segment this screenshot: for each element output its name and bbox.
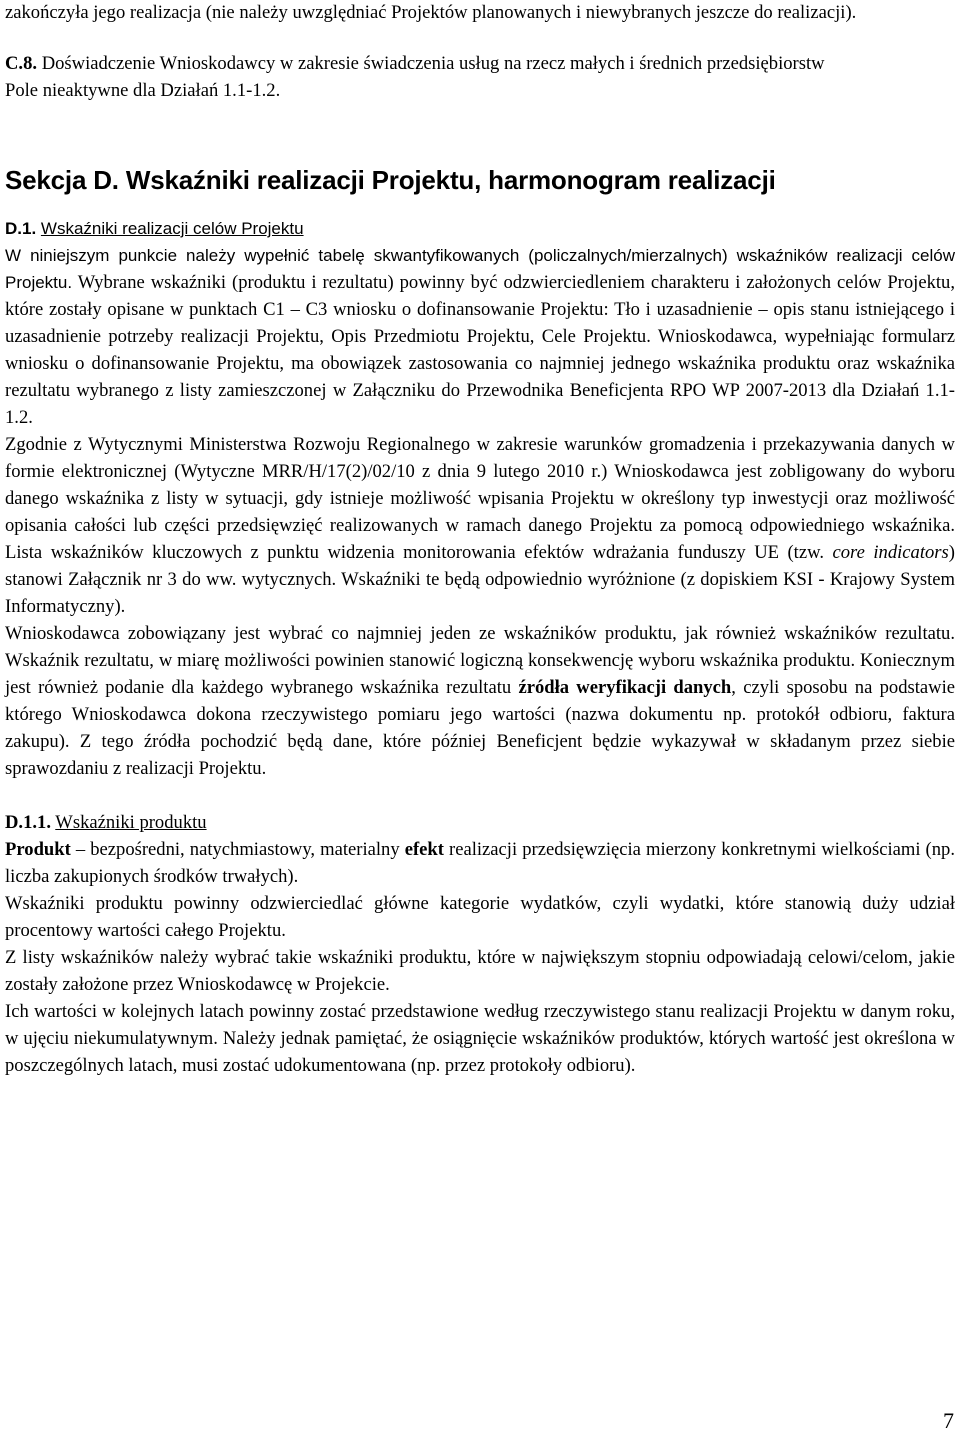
d11-paragraph-1-part-b: realizacji przedsięwzięcia mierzony konkretnymi wielkościami (np. liczba zakupionych środków trwałych). <box>5 839 955 887</box>
d1-heading <box>5 215 955 242</box>
d1-paragraph-1-lead: W niniejszym punkcie należy wypełnić tabelę skwantyfikowanych (policzalnych/mierzalnych) wskaźników realizacji celów Projektu. <box>5 246 955 292</box>
d11-paragraph-2: Wskaźniki produktu powinny odzwierciedlać główne kategorie wydatków, czyli wydatki, które stanowią duży udział procentowy wartości całego Projektu. <box>5 893 955 941</box>
d1-paragraph-2-part-b: ) stanowi Załącznik nr 3 do ww. wytycznych. Wskaźniki te będą odpowiednio wyróżnione (z dopiskiem KSI - Krajowy System Informatyczny). <box>5 542 955 617</box>
d1-number: D.1. <box>5 219 37 238</box>
d11-heading <box>5 809 955 836</box>
d11-paragraph-1-part-a: – bezpośredni, natychmiastowy, materialny <box>70 839 405 860</box>
intro-paragraph: zakończyła jego realizacja (nie należy uwzględniać Projektów planowanych i niewybranych jeszcze do realizacji). <box>5 2 857 23</box>
section-d-title: Sekcja D. Wskaźniki realizacji Projektu, harmonogram realizacji <box>5 165 776 195</box>
core-indicators-term: core indicators <box>832 542 949 563</box>
verification-source-term: źródła weryfikacji danych <box>518 677 732 698</box>
c8-number: C.8. <box>5 53 38 74</box>
d11-title: Wskaźniki produktu <box>55 812 207 833</box>
d1-paragraph-1-rest: Wybrane wskaźniki (produktu i rezultatu) powinny być odzwierciedleniem charakteru i założonych celów Projektu, które zostały opisane w punktach C1 – C3 wniosku o dofinansowanie Projektu: Tło i uzasadnienie – opis stanu istniejącego i uzasadnienie potrzeby realizacji Projektu, Opis Przedmiotu Projektu, Cele Projektu. Wnioskodawca, wypełniając formularz wniosku o dofinansowanie Projektu, ma obowiązek zastosowania co najmniej jednego wskaźnika produktu oraz wskaźnika rezultatu wybranego z listy zamieszczonej w Załączniku do Przewodnika Beneficjenta RPO WP 2007-2013 dla Działań 1.1-1.2. <box>5 272 955 428</box>
d1-paragraph-3-part-a: Wnioskodawca zobowiązany jest wybrać co najmniej jeden ze wskaźników produktu, jak również wskaźników rezultatu. Wskaźnik rezultatu, w miarę możliwości powinien stanowić logiczną konsekwencję wyboru wskaźnika produktu. Koniecznym jest również podanie dla każdego wybranego wskaźnika rezultatu <box>5 623 955 698</box>
d11-number: D.1.1. <box>5 812 51 833</box>
c8-heading <box>5 50 955 77</box>
c8-inactive-note: Pole nieaktywne dla Działań 1.1-1.2. <box>5 80 281 101</box>
d1-paragraph-3 <box>5 620 955 782</box>
d1-title: Wskaźniki realizacji celów Projektu <box>40 219 304 238</box>
d1-body <box>5 242 955 782</box>
d11-paragraph-1 <box>5 836 955 890</box>
d1-paragraph-3-part-b: , czyli sposobu na podstawie którego Wnioskodawca dokona rzeczywistego pomiaru jego wartości (nazwa dokumentu np. protokół odbioru, faktura zakupu). Z tego źródła pochodzić będą dane, które później Beneficjent będzie wykazywał w składanym przez siebie sprawozdaniu z realizacji Projektu. <box>5 677 956 779</box>
d11-paragraph-3: Z listy wskaźników należy wybrać takie wskaźniki produktu, które w największym stopniu odpowiadają celowi/celom, jakie zostały założone przez Wnioskodawcę w Projekcie. <box>5 947 955 995</box>
page-number: 7 <box>943 1408 954 1433</box>
c8-title: Doświadczenie Wnioskodawcy w zakresie świadczenia usług na rzecz małych i średnich przedsiębiorstw <box>41 53 825 74</box>
d1-paragraph-2-part-a: Zgodnie z Wytycznymi Ministerstwa Rozwoju Regionalnego w zakresie warunków gromadzenia i przekazywania danych w formie elektronicznej (Wytyczne MRR/H/17(2)/02/10 z dnia 9 lutego 2010 r.) Wnioskodawca jest zobligowany do wyboru danego wskaźnika z listy w sytuacji, gdy istnieje możliwość wpisania Projektu w określony typ inwestycji oraz możliwość opisania całości lub części przedsięwzięć realizowanych w ramach danego Projektu za pomocą odpowiedniego wskaźnika. Lista wskaźników kluczowych z punktu widzenia monitorowania efektów wdrażania funduszy UE (tzw. <box>5 434 955 563</box>
d1-paragraph-2 <box>5 431 955 620</box>
effect-term: efekt <box>404 839 444 860</box>
document-page <box>5 0 955 1079</box>
d1-paragraph-1 <box>5 242 955 431</box>
d11-paragraph-4: Ich wartości w kolejnych latach powinny zostać przedstawione według rzeczywistego stanu realizacji Projektu w danym roku, w ujęciu niekumulatywnym. Należy jednak pamiętać, że osiągnięcie wskaźników produktów, których wartość jest określona w poszczególnych latach, musi zostać udokumentowana (np. przez protokoły odbioru). <box>5 1001 955 1076</box>
product-term: Produkt <box>5 839 71 860</box>
